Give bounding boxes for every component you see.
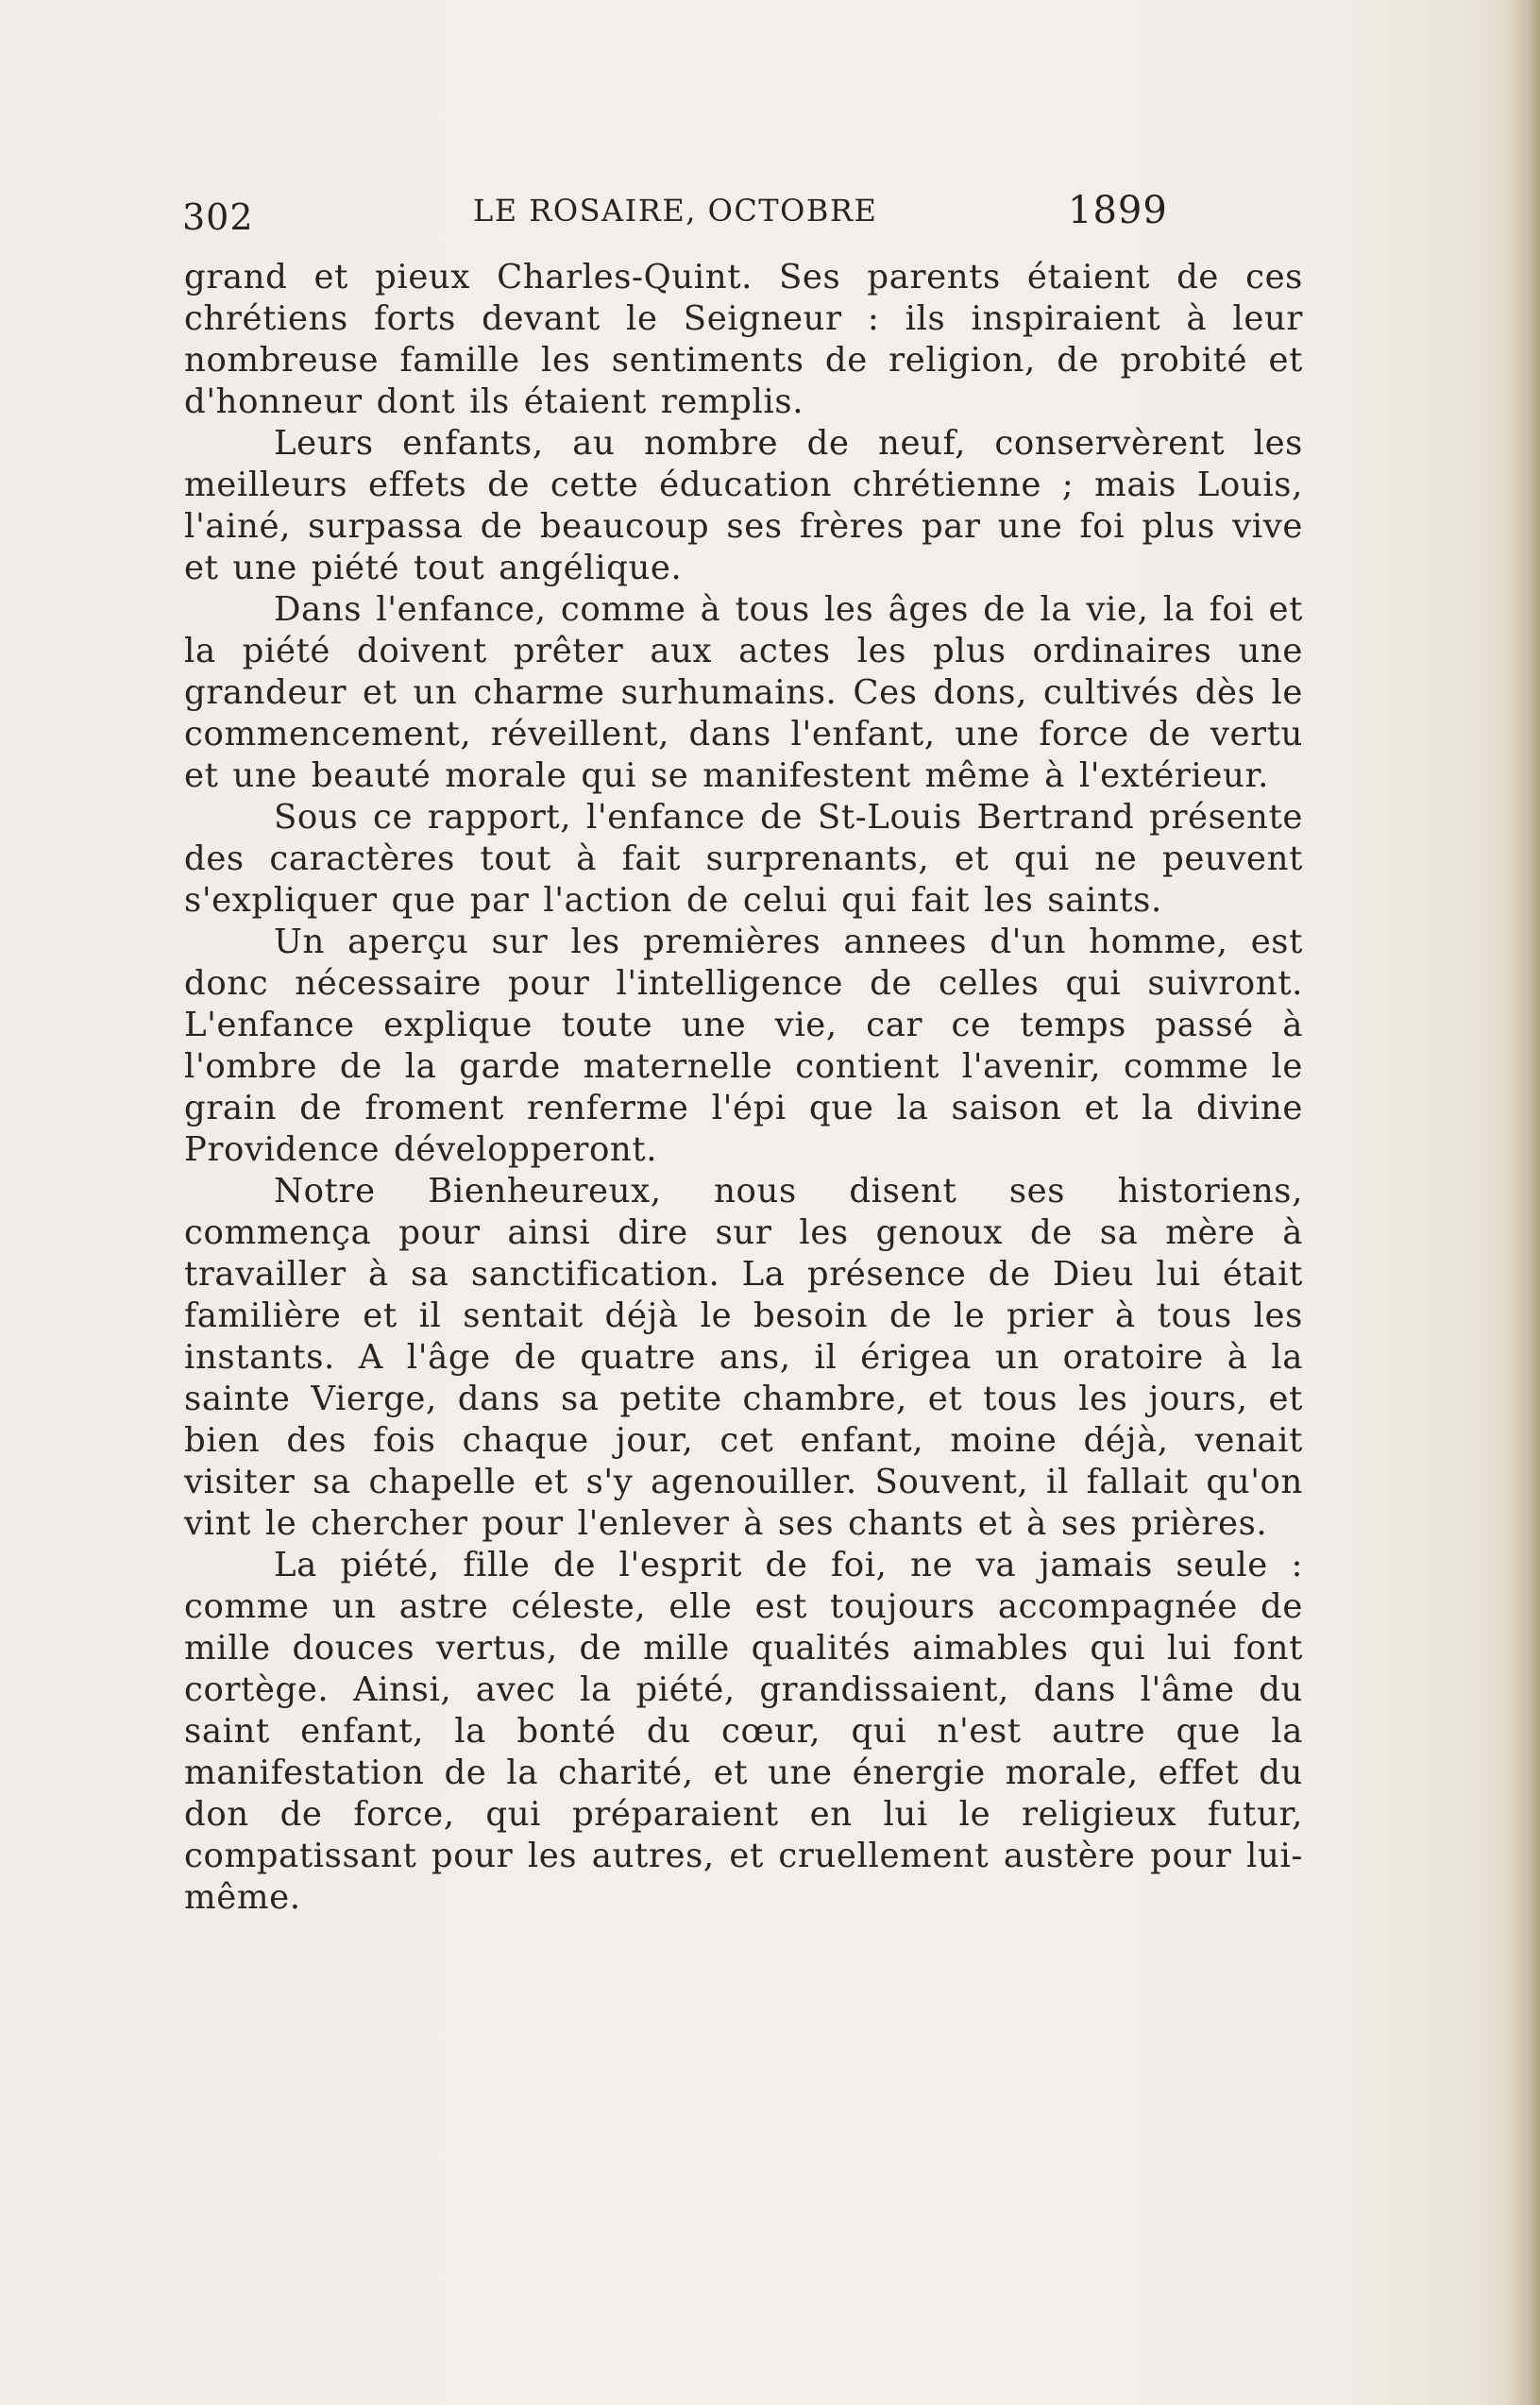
paragraph-4: Sous ce rapport, l'enfance de St-Louis Bertrand présente des caractères tout à fait surprenants, et qui ne peuvent s'expliquer que par l'action de celui qui fait les saints. bbox=[184, 798, 1303, 920]
paragraph-5: Un aperçu sur les premières annees d'un homme, est donc nécessaire pour l'intelligence de celles qui suivront. L'enfance explique toute une vie, car ce temps passé à l'ombre de la garde maternelle contient l'avenir, comme le grain de froment renferme l'épi que la saison et la divine Providence développeront. bbox=[184, 923, 1303, 1169]
paragraph-3: Dans l'enfance, comme à tous les âges de la vie, la foi et la piété doivent prêter aux actes les plus ordinaires une grandeur et un charme surhumains. Ces dons, cultivés dès le commencement, réveillent, dans l'enfant, une force de vertu et une beauté morale qui se manifestent même à l'extérieur. bbox=[184, 590, 1303, 795]
running-header bbox=[182, 185, 1308, 242]
issue-year: 1899 bbox=[1068, 189, 1168, 232]
page-number: 302 bbox=[182, 196, 254, 238]
body-text bbox=[184, 257, 1303, 1919]
paragraph-6: Notre Bienheureux, nous disent ses historiens, commença pour ainsi dire sur les genoux de sa mère à travailler à sa sanctification. La présence de Dieu lui était familière et il sentait déjà le besoin de le prier à tous les instants. A l'âge de quatre ans, il érigea un oratoire à la sainte Vierge, dans sa petite chambre, et tous les jours, et bien des fois chaque jour, cet enfant, moine déjà, venait visiter sa chapelle et s'y agenouiller. Souvent, il fallait qu'on vint le chercher pour l'enlever à ses chants et à ses prières. bbox=[184, 1172, 1303, 1543]
paragraph-7: La piété, fille de l'esprit de foi, ne va jamais seule : comme un astre céleste, elle est toujours accompagnée de mille douces vertus, de mille qualités aimables qui lui font cortège. Ainsi, avec la piété, grandissaient, dans l'âme du saint enfant, la bonté du cœur, qui n'est autre que la manifestation de la charité, et une énergie morale, effet du don de force, qui préparaient en lui le religieux futur, compatissant pour les autres, et cruellement austère pour lui-même. bbox=[184, 1546, 1303, 1917]
page-binding-shadow bbox=[1506, 0, 1540, 2405]
paragraph-1: grand et pieux Charles-Quint. Ses parents étaient de ces chrétiens forts devant le Seigneur : ils inspiraient à leur nombreuse famille les sentiments de religion, de probité et d'honneur dont ils étaient remplis. bbox=[184, 258, 1303, 421]
journal-title: LE ROSAIRE, OCTOBRE bbox=[473, 193, 878, 229]
paragraph-2: Leurs enfants, au nombre de neuf, conservèrent les meilleurs effets de cette éducation chrétienne ; mais Louis, l'ainé, surpassa de beaucoup ses frères par une foi plus vive et une piété tout angélique. bbox=[184, 424, 1303, 587]
